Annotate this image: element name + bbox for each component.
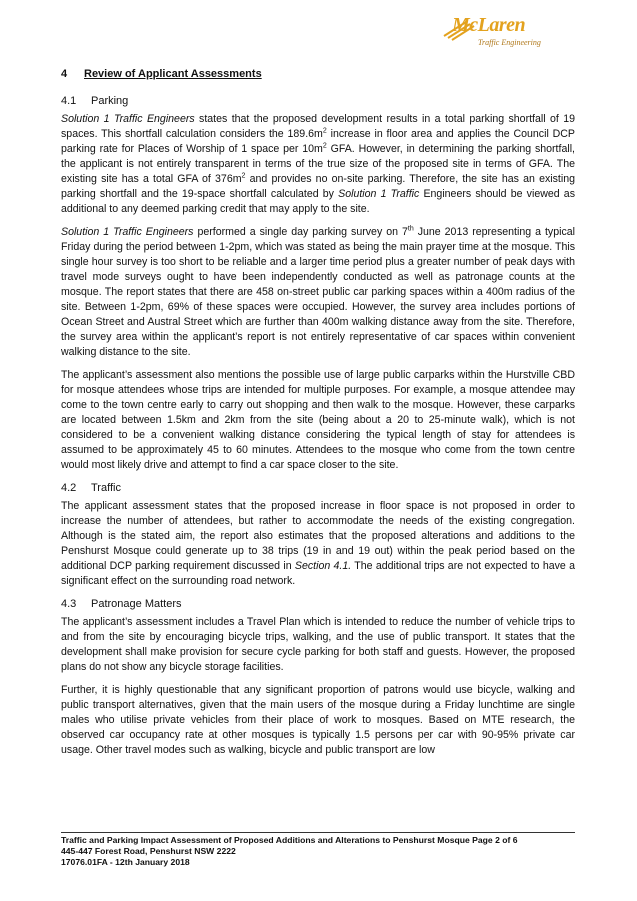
footer-address: 445-447 Forest Road, Penshurst NSW 2222 (61, 846, 236, 856)
paragraph: Solution 1 Traffic Engineers performed a single day parking survey on 7th June 2013 representing a typical Friday during the period between 1-2pm, which was stated as being the main prayer time at the mosque. This single hour survey is too short to be reliable and a larger time period plus a greater number of peak days with travel mode surveys ought to have been independently conducted as well as patronage counts at the mosque. The report states that there are 458 on-street public car parking spaces within a 400m radius of the site. Between 1-2pm, 69% of these spaces were occupied. However, the survey area includes portions of Ocean Street and Austral Street which are further than 400m walking distance away from the site. Therefore, the survey area within the applicant’s report is not entirely representative of car spaces within convenient walking distance to the site. (61, 225, 575, 358)
company-logo (442, 14, 552, 52)
paragraph: The applicant’s assessment also mentions the possible use of large public carparks within the Hurstville CBD for mosque attendees whose trips are intended for multiple purposes. For example, a mosque attendee may come to the town centre early to carry out shopping and then walk to the mosque. However, these carparks are located between 1.5km and 2km from the site (being about a 20 to 25-minute walk), which is not considered to be a convenient walking distance considering the typical length of stay for attendees is assumed to be approximately 45 to 60 minutes. Attendees to the mosque who come from the town centre would most likely drive and attempt to find a car space closer to the site. (61, 369, 575, 471)
subsection-heading-patronage (61, 597, 575, 612)
section-heading (61, 67, 575, 82)
paragraph: The applicant assessment states that the proposed increase in floor space is not proposed in order to increase the number of attendees, but rather to accommodate the needs of the existing congregation. Although is the stated aim, the report also estimates that the proposed alterations and additions to the Penshurst Mosque could generate up to 38 trips (19 in and 19 out) within the peak period based on the additional DCP parking requirement discussed in Section 4.1. The additional trips are not expected to have a significant effect on the surrounding road network. (61, 500, 575, 587)
logo-brand: McLaren (452, 14, 526, 36)
page-footer (61, 832, 575, 868)
paragraph: The applicant’s assessment includes a Travel Plan which is intended to reduce the number of vehicle trips to and from the site by encouraging bicycle trips, walking, and the use of public transport. It states that the development shall make provision for secure cycle parking for both staff and guests. However, the proposed plans do not show any bicycle storage facilities. (61, 616, 575, 673)
footer-title: Traffic and Parking Impact Assessment of Proposed Additions and Alterations to Penshurst Mosque Page 2 of 6 (61, 835, 518, 845)
subsection-title: Traffic (91, 482, 121, 494)
subsection-number: 4.1 (61, 95, 77, 107)
subsection-number: 4.2 (61, 482, 77, 494)
subsection-title: Parking (91, 95, 129, 107)
section-title: Review of Applicant Assessments (84, 68, 262, 80)
subsection-heading-traffic (61, 481, 575, 496)
footer-reference: 17076.01FA - 12th January 2018 (61, 857, 190, 867)
paragraph: Solution 1 Traffic Engineers states that the proposed development results in a total parking shortfall of 19 spaces. This shortfall calculation considers the $189.6m^2$ increase in floor area and applies the Council DCP parking rate for Places of Worship of 1 space per $10m^2$ GFA. However, in determining the parking shortfall, the applicant is not entirely transparent in terms of the true size of the proposed site in terms of GFA. The existing site has a total GFA of $376m^2$ and provides no on-site parking. Therefore, the site has an existing parking shortfall and the 19-space shortfall calculated by Solution 1 Traffic Engineers should be viewed as additional to any deemed parking credit that may apply to the site. (61, 113, 575, 215)
paragraph: Further, it is highly questionable that any significant proportion of patrons would use bicycle, walking and public transport alternatives, given that the main users of the mosque during a Friday lunchtime are single males who utilise private vehicles from their place of work to mosques. Based on MTE research, the observed car occupancy rate at other mosques is typically 1.5 persons per car with 90-95% private car usage. Other travel modes such as walking, bicycle and public transport are low (61, 684, 575, 756)
document-body (61, 62, 575, 766)
subsection-number: 4.3 (61, 598, 77, 610)
subsection-heading-parking (61, 94, 575, 109)
section-number: 4 (61, 68, 68, 80)
logo-tagline: Traffic Engineering (478, 38, 541, 47)
subsection-title: Patronage Matters (91, 598, 182, 610)
